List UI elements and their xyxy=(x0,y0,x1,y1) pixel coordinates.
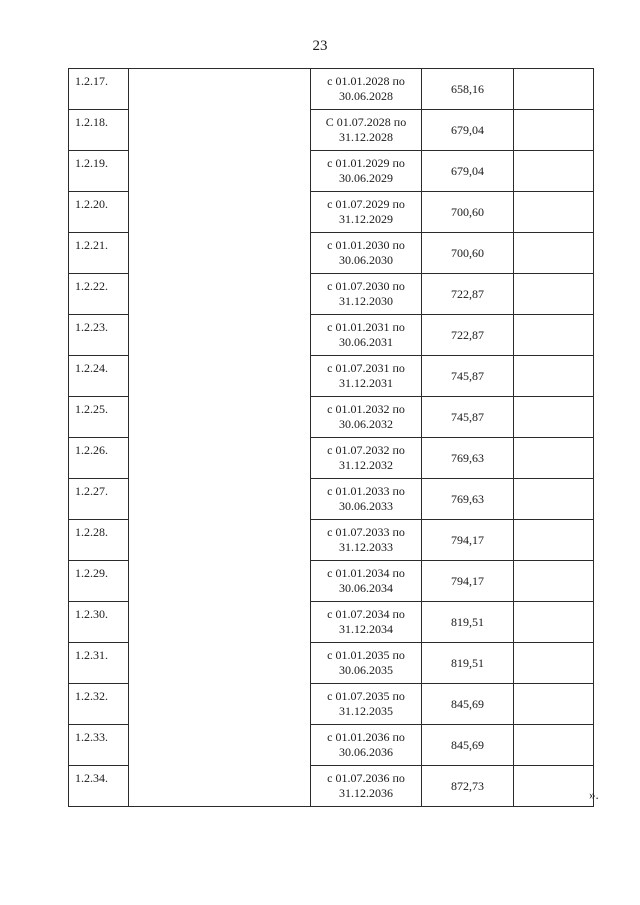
empty-cell xyxy=(514,479,594,520)
table-row xyxy=(69,151,594,192)
name-cell xyxy=(129,233,311,274)
tariff-table-body xyxy=(69,69,594,807)
table-row xyxy=(69,602,594,643)
period-end-text: 31.12.2036 xyxy=(339,786,393,800)
period-start-text: с 01.01.2028 по xyxy=(327,74,405,88)
period-cell xyxy=(311,643,422,684)
table-row xyxy=(69,192,594,233)
price-cell: 722,87 xyxy=(422,274,514,315)
tariff-table xyxy=(68,68,594,807)
period-start-text: с 01.07.2032 по xyxy=(327,443,405,457)
row-number-cell: 1.2.26. xyxy=(69,438,129,479)
price-cell: 794,17 xyxy=(422,520,514,561)
name-cell xyxy=(129,725,311,766)
page-number: 23 xyxy=(312,38,328,54)
period-cell xyxy=(311,438,422,479)
name-cell xyxy=(129,397,311,438)
row-number-cell: 1.2.18. xyxy=(69,110,129,151)
name-cell xyxy=(129,684,311,725)
period-start-text: с 01.01.2034 по xyxy=(327,566,405,580)
period-cell xyxy=(311,397,422,438)
period-cell xyxy=(311,110,422,151)
period-end-text: 31.12.2034 xyxy=(339,622,393,636)
period-end-text: 31.12.2031 xyxy=(339,376,393,390)
empty-cell xyxy=(514,192,594,233)
empty-cell xyxy=(514,684,594,725)
period-cell xyxy=(311,274,422,315)
name-cell xyxy=(129,561,311,602)
name-cell xyxy=(129,151,311,192)
row-number-cell: 1.2.33. xyxy=(69,725,129,766)
table-row xyxy=(69,438,594,479)
period-start-text: с 01.07.2036 по xyxy=(327,771,405,785)
table-row xyxy=(69,233,594,274)
period-start-text: с 01.01.2030 по xyxy=(327,238,405,252)
name-cell xyxy=(129,274,311,315)
period-start-text: с 01.01.2031 по xyxy=(327,320,405,334)
empty-cell xyxy=(514,69,594,110)
table-row xyxy=(69,69,594,110)
closing-quote-mark: ». xyxy=(589,787,599,802)
row-number-cell: 1.2.17. xyxy=(69,69,129,110)
period-end-text: 30.06.2029 xyxy=(339,171,393,185)
period-cell xyxy=(311,192,422,233)
period-cell xyxy=(311,315,422,356)
table-row xyxy=(69,643,594,684)
period-cell xyxy=(311,725,422,766)
period-end-text: 30.06.2035 xyxy=(339,663,393,677)
row-number-cell: 1.2.22. xyxy=(69,274,129,315)
empty-cell xyxy=(514,602,594,643)
price-cell: 872,73 xyxy=(422,766,514,807)
empty-cell xyxy=(514,356,594,397)
table-row xyxy=(69,315,594,356)
empty-cell xyxy=(514,151,594,192)
period-cell xyxy=(311,602,422,643)
period-cell xyxy=(311,561,422,602)
period-end-text: 30.06.2028 xyxy=(339,89,393,103)
name-cell xyxy=(129,438,311,479)
period-start-text: с 01.01.2036 по xyxy=(327,730,405,744)
period-start-text: с 01.07.2033 по xyxy=(327,525,405,539)
period-end-text: 31.12.2030 xyxy=(339,294,393,308)
empty-cell xyxy=(514,766,594,807)
empty-cell xyxy=(514,561,594,602)
empty-cell xyxy=(514,438,594,479)
period-end-text: 30.06.2031 xyxy=(339,335,393,349)
period-end-text: 30.06.2033 xyxy=(339,499,393,513)
name-cell xyxy=(129,315,311,356)
name-cell xyxy=(129,192,311,233)
table-row xyxy=(69,479,594,520)
row-number-cell: 1.2.29. xyxy=(69,561,129,602)
period-cell xyxy=(311,69,422,110)
table-row xyxy=(69,397,594,438)
empty-cell xyxy=(514,725,594,766)
period-cell xyxy=(311,479,422,520)
period-start-text: с 01.01.2029 по xyxy=(327,156,405,170)
row-number-cell: 1.2.32. xyxy=(69,684,129,725)
period-start-text: с 01.07.2035 по xyxy=(327,689,405,703)
table-row xyxy=(69,561,594,602)
price-cell: 819,51 xyxy=(422,602,514,643)
period-start-text: с 01.07.2031 по xyxy=(327,361,405,375)
price-cell: 700,60 xyxy=(422,233,514,274)
empty-cell xyxy=(514,315,594,356)
empty-cell xyxy=(514,233,594,274)
table-row xyxy=(69,274,594,315)
name-cell xyxy=(129,520,311,561)
row-number-cell: 1.2.23. xyxy=(69,315,129,356)
table-row xyxy=(69,725,594,766)
price-cell: 845,69 xyxy=(422,684,514,725)
period-cell xyxy=(311,233,422,274)
price-cell: 722,87 xyxy=(422,315,514,356)
price-cell: 679,04 xyxy=(422,110,514,151)
period-start-text: С 01.07.2028 по xyxy=(325,115,407,129)
price-cell: 745,87 xyxy=(422,397,514,438)
row-number-cell: 1.2.21. xyxy=(69,233,129,274)
period-end-text: 31.12.2032 xyxy=(339,458,393,472)
row-number-cell: 1.2.20. xyxy=(69,192,129,233)
row-number-cell: 1.2.25. xyxy=(69,397,129,438)
empty-cell xyxy=(514,397,594,438)
empty-cell xyxy=(514,643,594,684)
period-start-text: с 01.01.2032 по xyxy=(327,402,405,416)
row-number-cell: 1.2.30. xyxy=(69,602,129,643)
period-end-text: 30.06.2034 xyxy=(339,581,393,595)
period-end-text: 31.12.2035 xyxy=(339,704,393,718)
period-end-text: 30.06.2032 xyxy=(339,417,393,431)
price-cell: 679,04 xyxy=(422,151,514,192)
period-start-text: с 01.07.2029 по xyxy=(327,197,405,211)
name-cell xyxy=(129,356,311,397)
period-end-text: 30.06.2030 xyxy=(339,253,393,267)
period-end-text: 31.12.2028 xyxy=(339,130,393,144)
price-cell: 845,69 xyxy=(422,725,514,766)
price-cell: 700,60 xyxy=(422,192,514,233)
price-cell: 769,63 xyxy=(422,438,514,479)
period-cell xyxy=(311,684,422,725)
price-cell: 769,63 xyxy=(422,479,514,520)
period-cell xyxy=(311,151,422,192)
name-cell xyxy=(129,643,311,684)
name-cell xyxy=(129,766,311,807)
name-cell xyxy=(129,69,311,110)
table-row xyxy=(69,766,594,807)
row-number-cell: 1.2.31. xyxy=(69,643,129,684)
table-row xyxy=(69,520,594,561)
period-start-text: с 01.07.2030 по xyxy=(327,279,405,293)
period-cell xyxy=(311,356,422,397)
empty-cell xyxy=(514,274,594,315)
row-number-cell: 1.2.19. xyxy=(69,151,129,192)
row-number-cell: 1.2.27. xyxy=(69,479,129,520)
price-cell: 794,17 xyxy=(422,561,514,602)
empty-cell xyxy=(514,110,594,151)
name-cell xyxy=(129,479,311,520)
period-end-text: 30.06.2036 xyxy=(339,745,393,759)
price-cell: 819,51 xyxy=(422,643,514,684)
period-end-text: 31.12.2033 xyxy=(339,540,393,554)
price-cell: 745,87 xyxy=(422,356,514,397)
table-row xyxy=(69,356,594,397)
period-start-text: с 01.01.2035 по xyxy=(327,648,405,662)
row-number-cell: 1.2.24. xyxy=(69,356,129,397)
period-start-text: с 01.01.2033 по xyxy=(327,484,405,498)
empty-cell xyxy=(514,520,594,561)
period-end-text: 31.12.2029 xyxy=(339,212,393,226)
price-cell: 658,16 xyxy=(422,69,514,110)
row-number-cell: 1.2.28. xyxy=(69,520,129,561)
name-cell xyxy=(129,602,311,643)
name-cell xyxy=(129,110,311,151)
period-start-text: с 01.07.2034 по xyxy=(327,607,405,621)
row-number-cell: 1.2.34. xyxy=(69,766,129,807)
table-row xyxy=(69,684,594,725)
period-cell xyxy=(311,520,422,561)
table-row xyxy=(69,110,594,151)
period-cell xyxy=(311,766,422,807)
